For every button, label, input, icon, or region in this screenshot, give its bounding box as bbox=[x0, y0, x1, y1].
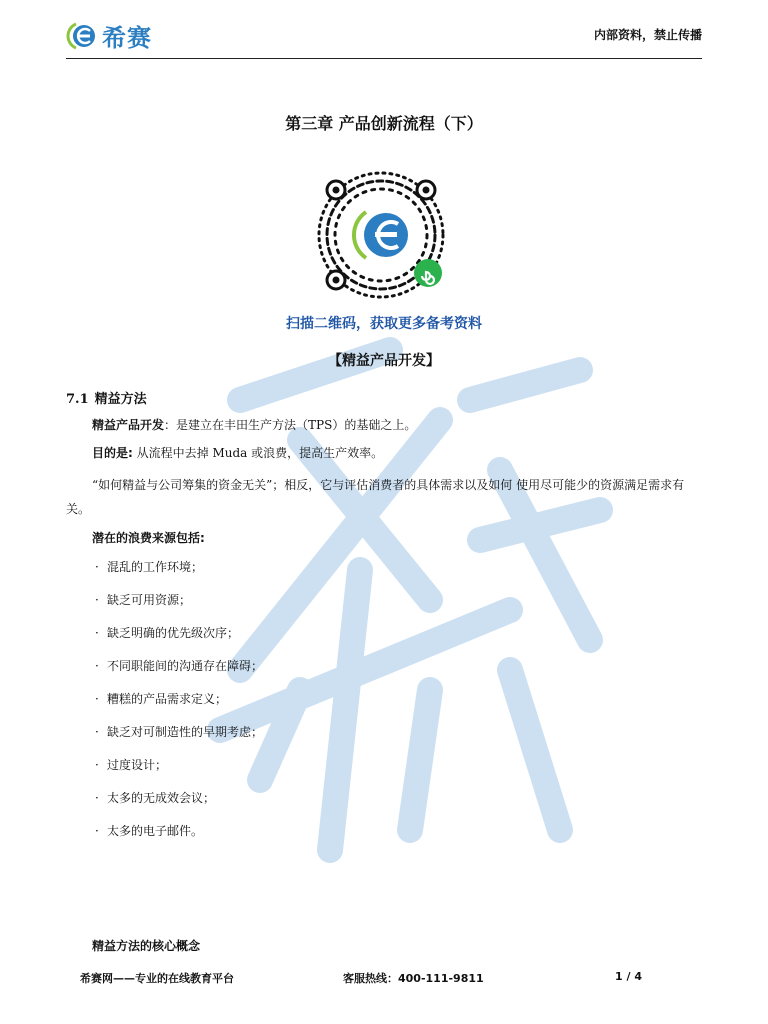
qr-code-icon[interactable] bbox=[306, 160, 456, 310]
waste-heading bbox=[92, 526, 205, 550]
bullet-icon: · bbox=[95, 725, 99, 739]
scan-prompt: 扫描二维码，获取更多备考资料 bbox=[286, 316, 482, 332]
page-number: 1 / 4 bbox=[615, 970, 642, 983]
footer-brand: 希赛网——专业的在线教育平台 bbox=[80, 972, 234, 985]
list-item: · 缺乏可用资源； bbox=[95, 590, 263, 623]
list-item: · 混乱的工作环境； bbox=[95, 557, 263, 590]
brand-logo bbox=[66, 18, 152, 53]
logo-mark-icon bbox=[66, 20, 98, 52]
bullet-icon: · bbox=[95, 626, 99, 640]
bullet-icon: · bbox=[95, 758, 99, 772]
section-title-text: 精益方法 bbox=[94, 392, 147, 407]
list-item: · 缺乏对可制造性的早期考虑； bbox=[95, 722, 263, 755]
footer-hotline: 客服热线：400-111-9811 bbox=[343, 972, 484, 985]
paragraph-definition bbox=[92, 413, 416, 437]
section-heading: 【精益产品开发】 bbox=[328, 353, 440, 369]
paragraph-purpose bbox=[92, 441, 383, 465]
definition-text: ：是建立在丰田生产方法（TPS）的基础之上。 bbox=[164, 418, 417, 432]
bullet-icon: · bbox=[95, 560, 99, 574]
bullet-icon: · bbox=[95, 593, 99, 607]
core-concepts-heading: 精益方法的核心概念 bbox=[92, 939, 201, 953]
bullet-icon: · bbox=[95, 791, 99, 805]
list-item: · 太多的无成效会议； bbox=[95, 788, 263, 821]
bullet-icon: · bbox=[95, 659, 99, 673]
purpose-text: 从流程中去掉 Muda 或浪费，提高生产效率。 bbox=[136, 446, 384, 460]
purpose-label: 目的是: bbox=[92, 446, 133, 460]
list-item: · 过度设计； bbox=[95, 755, 263, 788]
paragraph-quote: “如何精益与公司筹集的资金无关”；相反，它与评估消费者的具体需求以及如何 使用尽可能少的资源满足需求有关。 bbox=[66, 478, 685, 516]
list-item: · 缺乏明确的优先级次序； bbox=[95, 623, 263, 656]
waste-heading-text: 潜在的浪费来源包括: bbox=[92, 531, 205, 545]
logo-text: 希赛 bbox=[102, 24, 152, 52]
list-item: · 太多的电子邮件。 bbox=[95, 821, 263, 854]
page-footer bbox=[80, 970, 642, 988]
section-title bbox=[66, 388, 147, 407]
definition-label: 精益产品开发 bbox=[92, 418, 165, 432]
section-number: 7.1 bbox=[66, 392, 89, 407]
page-title: 第三章 产品创新流程（下） bbox=[285, 114, 483, 133]
bullet-icon: · bbox=[95, 824, 99, 838]
waste-list bbox=[95, 557, 263, 854]
bullet-icon: · bbox=[95, 692, 99, 706]
list-item: · 糟糕的产品需求定义； bbox=[95, 689, 263, 722]
list-item: · 不同职能间的沟通存在障碍； bbox=[95, 656, 263, 689]
page-header bbox=[66, 14, 702, 59]
header-notice: 内部资料，禁止传播 bbox=[593, 28, 702, 42]
